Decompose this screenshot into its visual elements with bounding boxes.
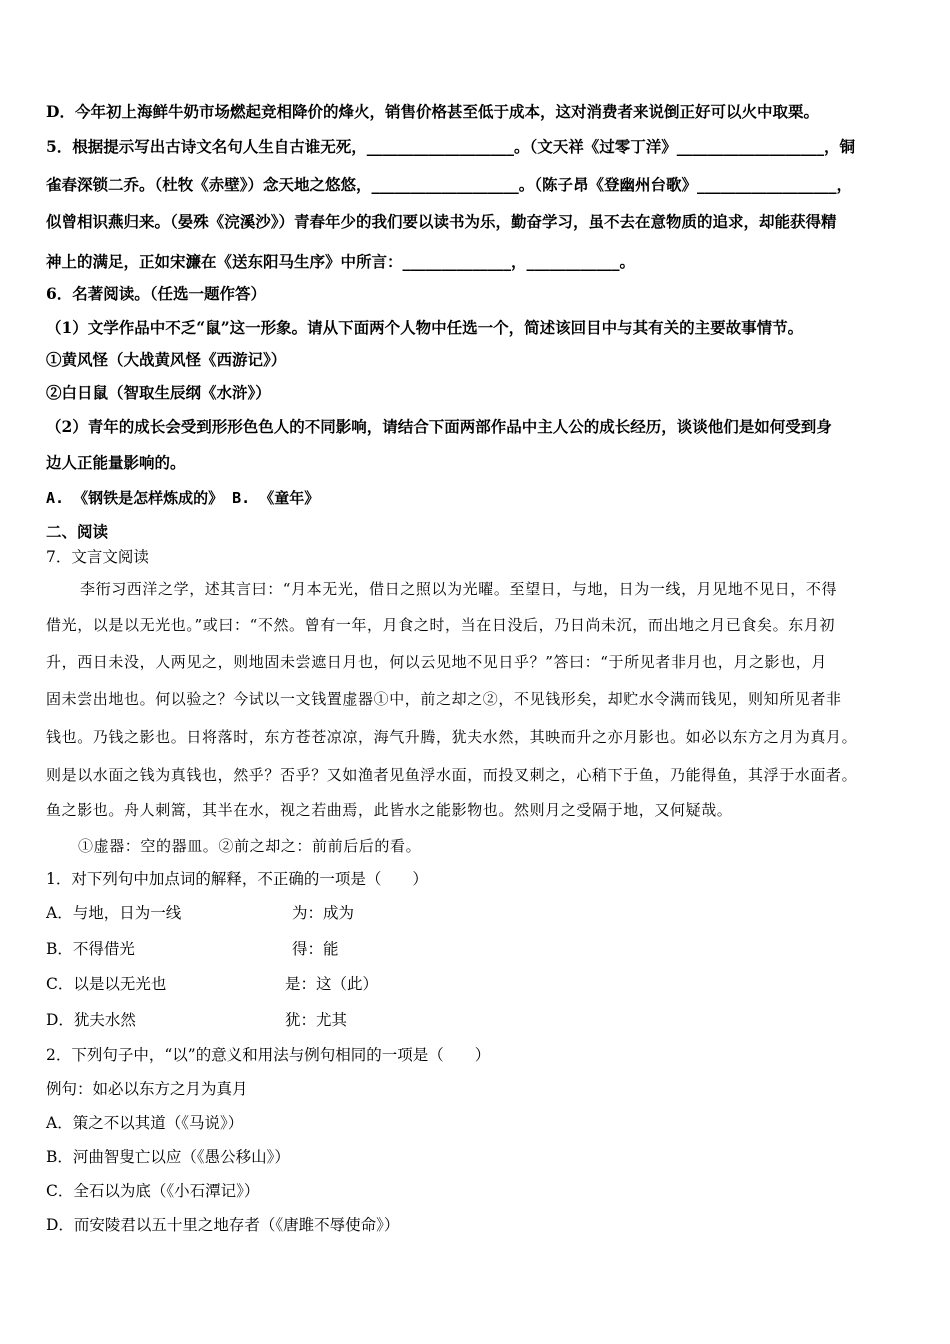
q6-option-2: ②白日鼠（智取生辰纲《水浒》） [46, 383, 271, 402]
sub1-option-b: B．不得借光 [46, 940, 135, 958]
passage-line-2: 借光，以是以无光也。”或曰：“不然。曾有一年，月食之时，当在日没后，乃日尚未沉，而出地之月已食矣。东月初 [46, 616, 836, 634]
q6-part2-line-1: （2）青年的成长会受到形形色色人的不同影响，请结合下面两部作品中主人公的成长经历，谈谈他们是如何受到身 [46, 417, 832, 436]
passage-line-1: 李衎习西洋之学，述其言曰：“月本无光，借日之照以为光曜。至望日，与地，日为一线，月见地不见日，不得 [80, 580, 838, 598]
sub2-example: 例句：如必以东方之月为真月 [46, 1080, 248, 1098]
passage-notes: ①虚器：空的器皿。②前之却之：前前后后的看。 [78, 837, 422, 855]
sub1-option-c-explain: 是：这（此） [285, 975, 379, 993]
passage-line-5: 钱也。乃钱之影也。日将落时，东方苍苍凉凉，海气升腾，犹夫水然，其映而升之亦月影也。如必以东方之月为真月。 [46, 728, 858, 746]
q6-option-1: ①黄风怪（大战黄风怪《西游记》） [46, 350, 287, 369]
q4-option-d: D．今年初上海鲜牛奶市场燃起竞相降价的烽火，销售价格甚至低于成本，这对消费者来说倒正好可以火中取栗。 [46, 102, 819, 121]
q5-line-3: 似曾相识燕归来。（晏殊《浣溪沙》）青春年少的我们要以读书为乐，勤奋学习，虽不去在意物质的追求，却能获得精 [46, 212, 837, 231]
q5-line-1: 5．根据提示写出古诗文名句人生自古谁无死，___________________。（文天祥《过零丁洋》___________________，铜 [46, 137, 856, 156]
passage-line-4: 固未尝出地也。何以验之？今试以一文钱置虚器①中，前之却之②，不见钱形矣，却贮水令满而钱见，则知所见者非 [46, 690, 842, 708]
sub2-option-a: A．策之不以其道（《马说》） [46, 1114, 244, 1132]
q6-books: A. 《钢铁是怎样炼成的》 B. 《童年》 [46, 489, 320, 507]
sub2-option-c: C．全石以为底（《小石潭记》） [46, 1182, 260, 1200]
passage-line-7: 鱼之影也。舟人刺篙，其半在水，视之若曲焉，此皆水之能影物也。然则月之受隔于地，又何疑哉。 [46, 801, 733, 819]
sub1-option-d: D．犹夫水然 [46, 1011, 136, 1029]
q6-title: 6．名著阅读。（任选一题作答） [46, 284, 267, 303]
sub2-option-d: D．而安陵君以五十里之地存者（《唐雎不辱使命》） [46, 1216, 400, 1234]
q6-part2-line-2: 边人正能量影响的。 [46, 453, 186, 472]
passage-line-6: 则是以水面之钱为真钱也，然乎？否乎？又如渔者见鱼浮水面，而投叉刺之，心稍下于鱼，乃能得鱼，其浮于水面者。 [46, 766, 858, 784]
q5-line-2: 雀春深锁二乔。（杜牧《赤壁》）念天地之悠悠，___________________。（陈子昂《登幽州台歌》__________________， [46, 175, 853, 194]
section-2-title: 二、阅读 [46, 522, 109, 541]
sub2-stem: 2．下列句子中，“以”的意义和用法与例句相同的一项是（ ） [46, 1046, 491, 1064]
sub1-stem: 1．对下列句中加点词的解释，不正确的一项是（ ） [46, 870, 428, 888]
sub1-option-b-explain: 得：能 [292, 940, 339, 958]
q6-part1: （1）文学作品中不乏“鼠”这一形象。请从下面两个人物中任选一个，简述该回目中与其有关的主要故事情节。 [46, 318, 804, 337]
sub1-option-c: C．以是以无光也 [46, 975, 167, 993]
sub2-option-b: B．河曲智叟亡以应（《愚公移山》） [46, 1148, 290, 1166]
q7-title: 7．文言文阅读 [46, 548, 149, 566]
sub1-option-a: A．与地，日为一线 [46, 904, 182, 922]
q5-line-4: 神上的满足，正如宋濂在《送东阳马生序》中所言：______________，____________。 [46, 252, 636, 271]
sub1-option-d-explain: 犹：尤其 [285, 1011, 348, 1029]
sub1-option-a-explain: 为：成为 [292, 904, 355, 922]
passage-line-3: 升，西日未没，人两见之，则地固未尝遮日月也，何以云见地不见日乎？”答曰：“于所见者非月也，月之影也，月 [46, 653, 827, 671]
